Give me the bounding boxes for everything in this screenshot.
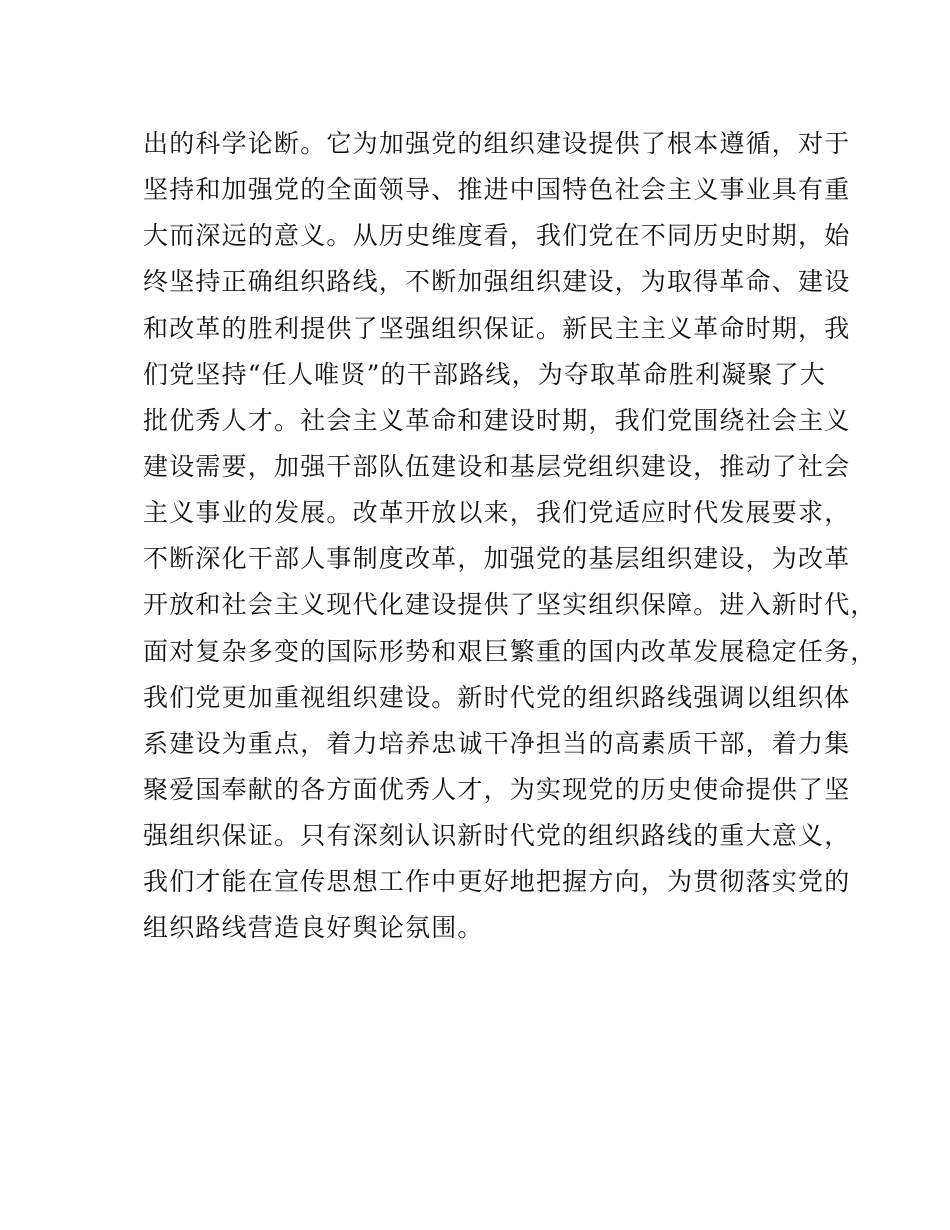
text-line-5: 和改革的胜利提供了坚强组织保证。新民主主义革命时期，我 xyxy=(143,313,851,343)
text-line-13: 我们党更加重视组织建设。新时代党的组织路线强调以组织体 xyxy=(143,682,851,712)
text-line-4: 终坚持正确组织路线，不断加强组织建设，为取得革命、建设 xyxy=(143,267,851,297)
text-line-12: 面对复杂多变的国际形势和艰巨繁重的国内改革发展稳定任务， xyxy=(143,636,877,666)
text-line-15: 聚爱国奉献的各方面优秀人才，为实现党的历史使命提供了坚 xyxy=(143,774,851,804)
text-line-8: 建设需要，加强干部队伍建设和基层党组织建设，推动了社会 xyxy=(143,451,851,481)
text-line-18: 组织路线营造良好舆论氛围。 xyxy=(143,913,484,943)
text-line-14: 系建设为重点，着力培养忠诚干净担当的高素质干部，着力集 xyxy=(143,728,851,758)
text-line-17: 我们才能在宣传思想工作中更好地把握方向，为贯彻落实党的 xyxy=(143,867,851,897)
body-paragraph xyxy=(143,121,877,952)
text-line-10: 不断深化干部人事制度改革，加强党的基层组织建设，为改革 xyxy=(143,544,851,574)
text-line-1: 出的科学论断。它为加强党的组织建设提供了根本遵循，对于 xyxy=(143,129,851,158)
text-line-11: 开放和社会主义现代化建设提供了坚实组织保障。进入新时代， xyxy=(143,590,877,620)
text-line-3: 大而深远的意义。从历史维度看，我们党在不同历史时期，始 xyxy=(143,221,851,251)
text-line-7: 批优秀人才。社会主义革命和建设时期，我们党围绕社会主义 xyxy=(143,405,851,435)
text-line-6: 们党坚持“任人唯贤”的干部路线，为夺取革命胜利凝聚了大 xyxy=(143,359,826,389)
text-line-9: 主义事业的发展。改革开放以来，我们党适应时代发展要求， xyxy=(143,498,851,528)
text-line-16: 强组织保证。只有深刻认识新时代党的组织路线的重大意义， xyxy=(143,821,851,851)
text-line-2: 坚持和加强党的全面领导、推进中国特色社会主义事业具有重 xyxy=(143,175,851,205)
